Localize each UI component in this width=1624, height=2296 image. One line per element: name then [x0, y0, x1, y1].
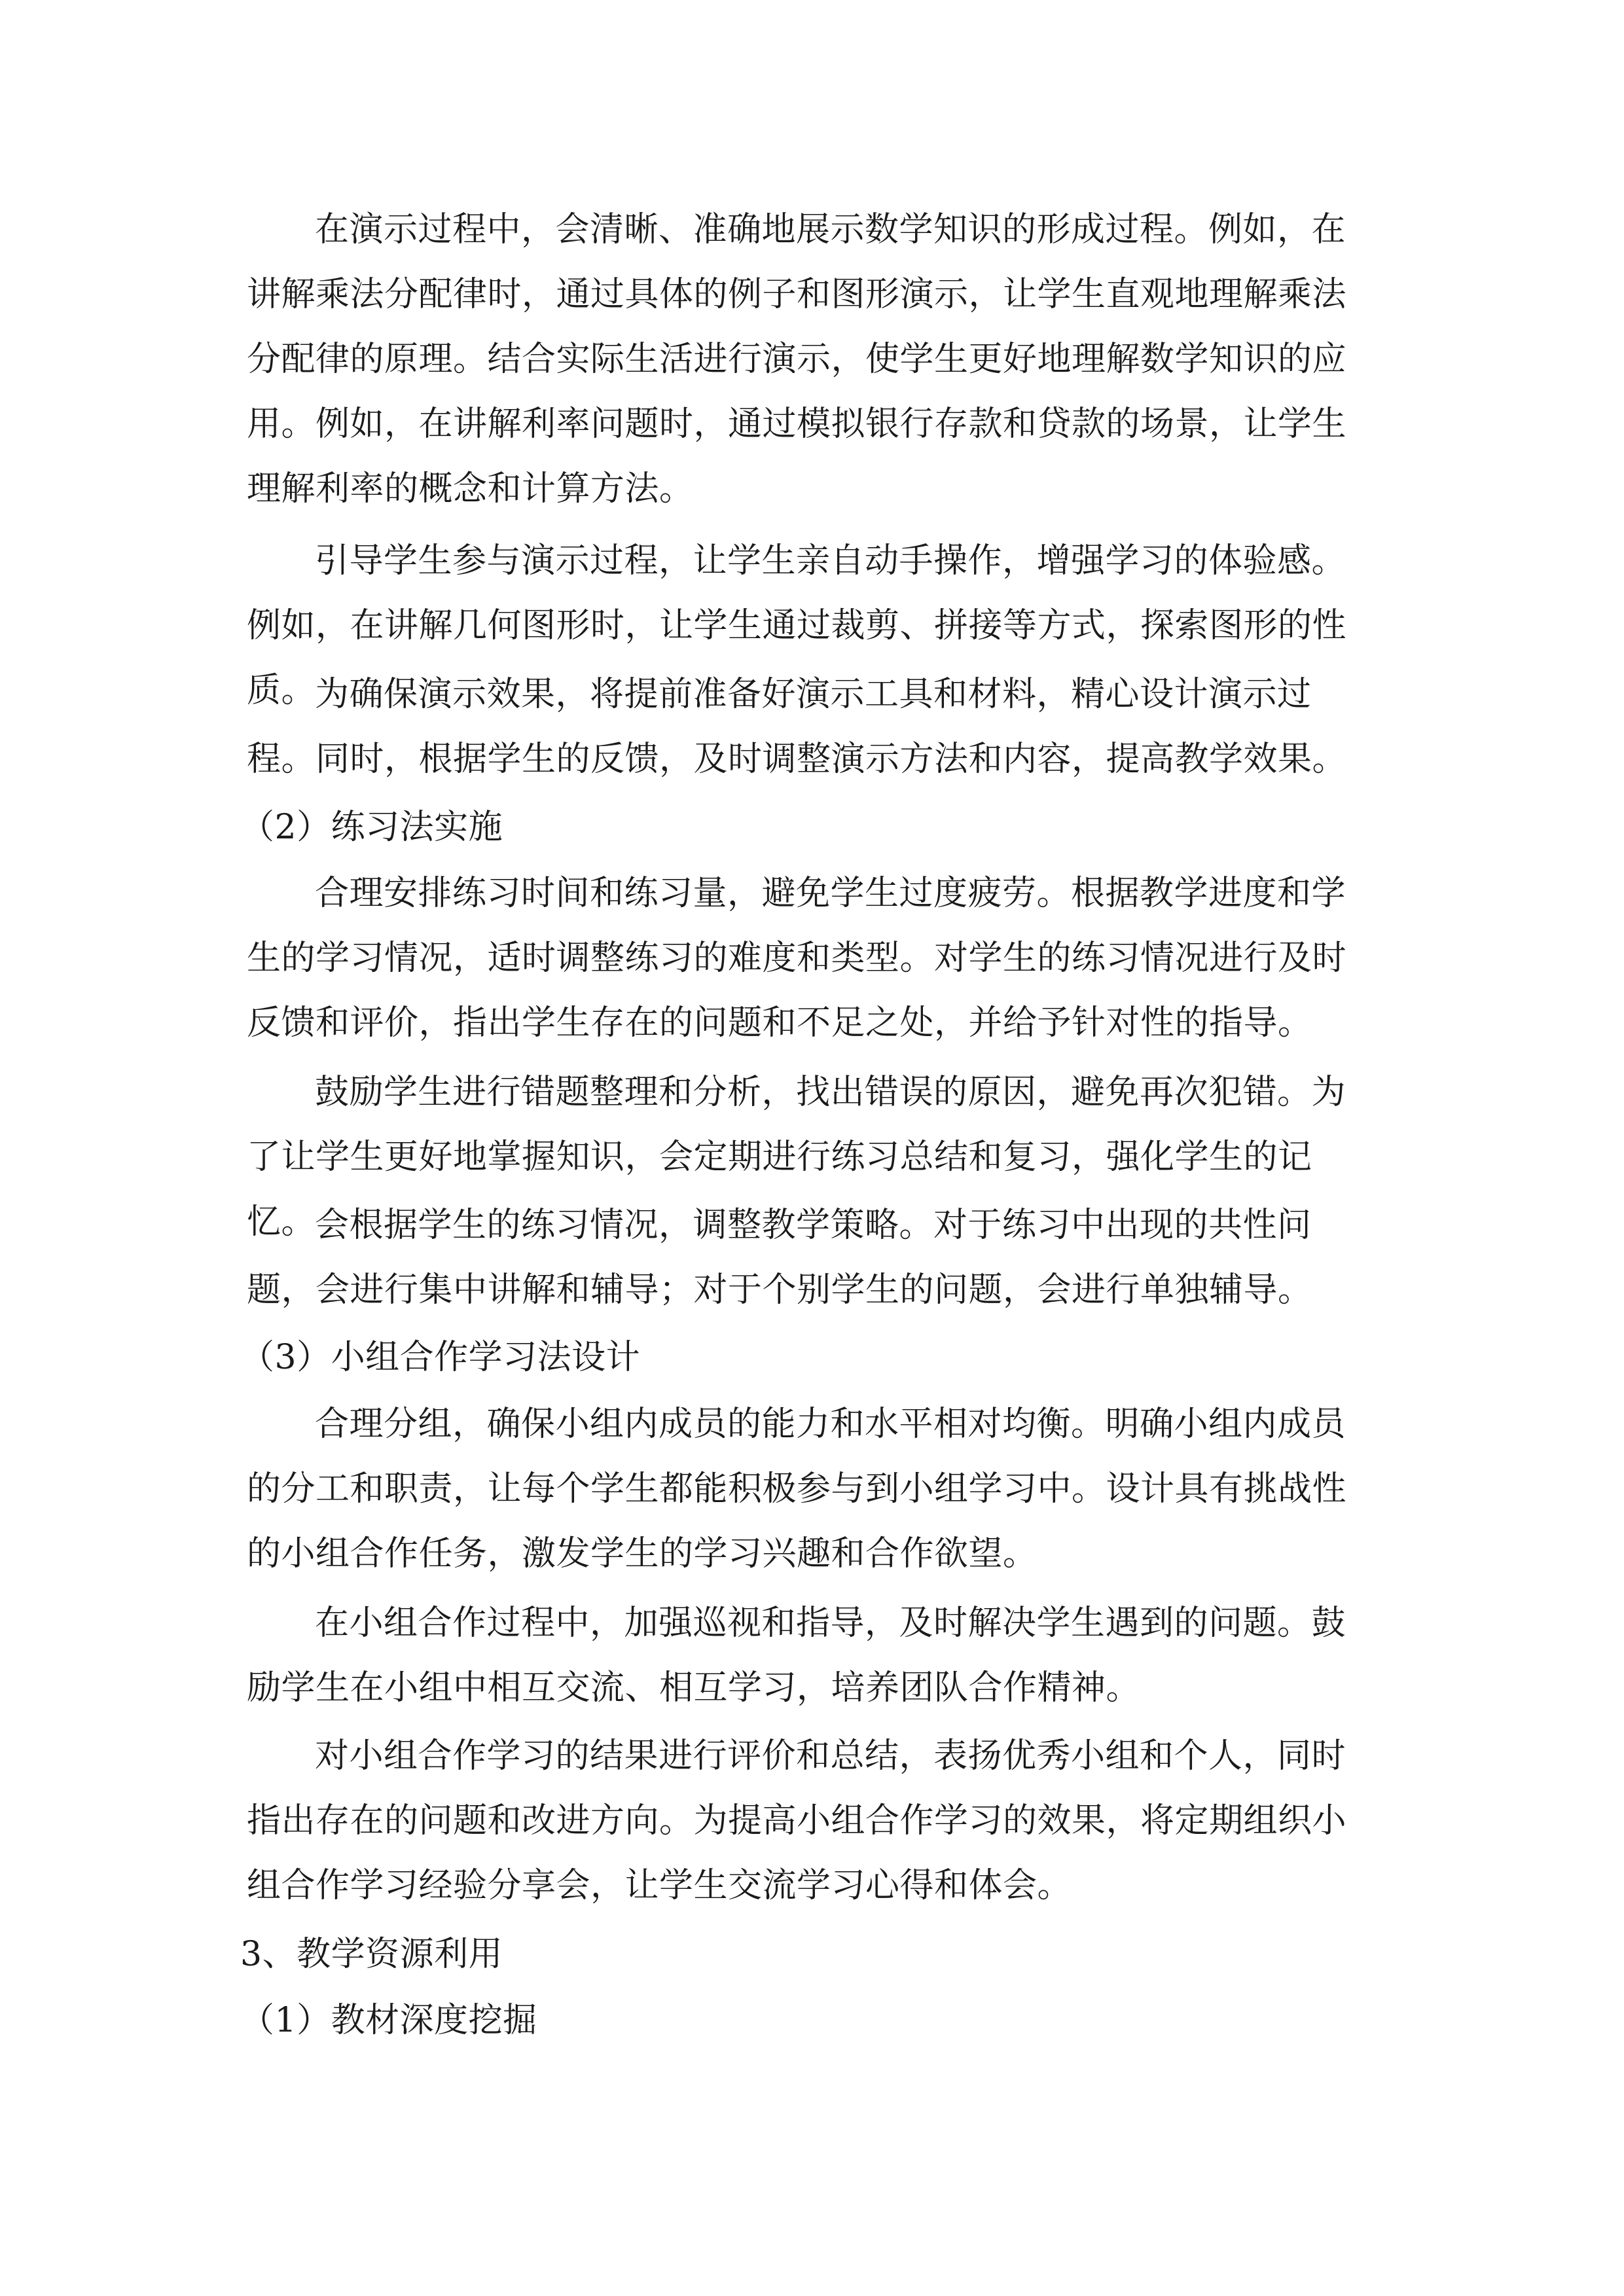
section-heading-group-learning: （3）小组合作学习法设计 — [240, 1338, 641, 1377]
section-heading-teaching-resources: 3、教学资源利用 — [240, 1935, 503, 1974]
paragraph-group-evaluation: 对小组合作学习的结果进行评价和总结，表扬优秀小组和个人，同时指出存在的问题和改进方向。为提高小组合作学习的效果，将定期组织小组合作学习经验分享会，让学生交流学习心得和体会。 — [247, 1736, 1347, 1905]
paragraph-demonstration-process: 在演示过程中，会清晰、准确地展示数学知识的形成过程。例如，在讲解乘法分配律时，通过具体的例子和图形演示，让学生直观地理解乘法分配律的原理。结合实际生活进行演示，使学生更好地理解数学知识的应用。例如，在讲解利率问题时，通过模拟银行存款和贷款的场景，让学生理解利率的概念和计算方法。 — [247, 210, 1347, 509]
paragraph-teaching-strategy: 会根据学生的练习情况，调整教学策略。对于练习中出现的共性问题，会进行集中讲解和辅导；对于个别学生的问题，会进行单独辅导。 — [247, 1206, 1312, 1310]
section-heading-textbook-mining: （1）教材深度挖掘 — [240, 2001, 537, 2040]
paragraph-error-review: 鼓励学生进行错题整理和分析，找出错误的原因，避免再次犯错。为了让学生更好地掌握知识，会定期进行练习总结和复习，强化学生的记忆。 — [247, 1073, 1346, 1242]
section-heading-practice-method: （2）练习法实施 — [240, 808, 503, 847]
paragraph-demonstration-effect: 为确保演示效果，将提前准备好演示工具和材料，精心设计演示过程。同时，根据学生的反馈，及时调整演示方法和内容，提高教学效果。 — [247, 675, 1347, 779]
paragraph-student-participation: 引导学生参与演示过程，让学生亲自动手操作，增强学习的体验感。例如，在讲解几何图形时，让学生通过裁剪、拼接等方式，探索图形的性质。 — [247, 541, 1347, 710]
paragraph-group-division: 合理分组，确保小组内成员的能力和水平相对均衡。明确小组内成员的分工和职责，让每个学生都能积极参与到小组学习中。设计具有挑战性的小组合作任务，激发学生的学习兴趣和合作欲望。 — [247, 1405, 1347, 1573]
paragraph-practice-arrangement: 合理安排练习时间和练习量，避免学生过度疲劳。根据教学进度和学生的学习情况，适时调整练习的难度和类型。对学生的练习情况进行及时反馈和评价，指出学生存在的问题和不足之处，并给予针对性的指导。 — [247, 874, 1347, 1043]
paragraph-group-supervision: 在小组合作过程中，加强巡视和指导，及时解决学生遇到的问题。鼓励学生在小组中相互交流、相互学习，培养团队合作精神。 — [247, 1604, 1346, 1708]
